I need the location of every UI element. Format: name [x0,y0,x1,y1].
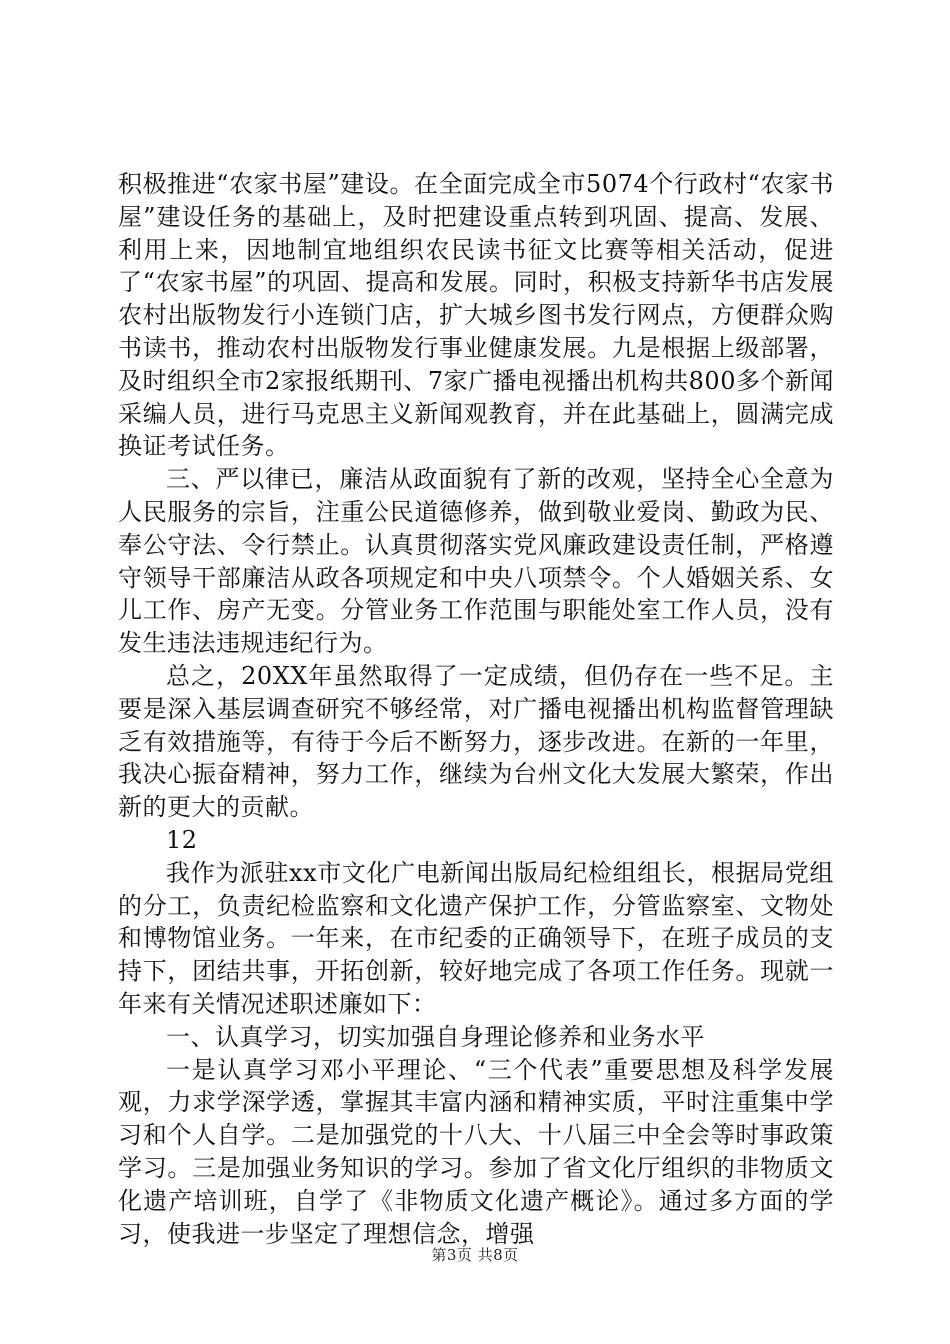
section-number: 12 [166,825,198,854]
page-footer: 第3页 共8页 [431,1246,519,1264]
section-heading: 一、认真学习，切实加强自身理论修养和业务水平 [166,1022,705,1051]
body-paragraph-1: 积极推进“农家书屋”建设。在全面完成全市5074个行政村“农家书屋”建设任务的基础上，及时把建设重点转到巩固、提高、发展、利用上来，因地制宜地组织农民读书征文比赛等相关活动，促进了“农家书屋”的巩固、提高和发展。同时，积极支持新华书店发展农村出版物发行小连锁门店，扩大城乡图书发行网点，方便群众购书读书，推动农村出版物发行事业健康发展。九是根据上级部署，及时组织全市2家报纸期刊、7家广播电视播出机构共800多个新闻采编人员，进行马克思主义新闻观教育，并在此基础上，圆满完成换证考试任务。 [118,170,834,461]
body-paragraph-4: 我作为派驻xx市文化广电新闻出版局纪检组组长，根据局党组的分工，负责纪检监察和文化遗产保护工作，分管监察室、文物处和博物馆业务。一年来，在市纪委的正确领导下，在班子成员的支持下，团结共事，开拓创新，较好地完成了各项工作任务。现就一年来有关情况述职述廉如下： [118,858,834,1018]
body-paragraph-5: 一是认真学习邓小平理论、“三个代表”重要思想及科学发展观，力求学深学透，掌握其丰富内涵和精神实质，平时注重集中学习和个人自学。二是加强党的十八大、十八届三中全会等时事政策学习。三是加强业务知识的学习。参加了省文化厅组织的非物质文化遗产培训班，自学了《非物质文化遗产概论》。通过多方面的学习，使我进一步坚定了理想信念，增强 [118,1055,834,1248]
body-paragraph-2: 三、严以律已，廉洁从政面貌有了新的改观，坚持全心全意为人民服务的宗旨，注重公民道德修养，做到敬业爱岗、勤政为民、奉公守法、令行禁止。认真贯彻落实党风廉政建设责任制，严格遵守领导干部廉洁从政各项规定和中央八项禁令。个人婚姻关系、女儿工作、房产无变。分管业务工作范围与职能处室工作人员，没有发生违法违规违纪行为。 [118,465,834,658]
document-body [118,168,834,1250]
body-paragraph-3: 总之，20XX年虽然取得了一定成绩，但仍存在一些不足。主要是深入基层调查研究不够经常，对广播电视播出机构监督管理缺乏有效措施等，有待于今后不断努力，逐步改进。在新的一年里，我决心振奋精神，努力工作，继续为台州文化大发展大繁荣，作出新的更大的贡献。 [118,661,834,822]
